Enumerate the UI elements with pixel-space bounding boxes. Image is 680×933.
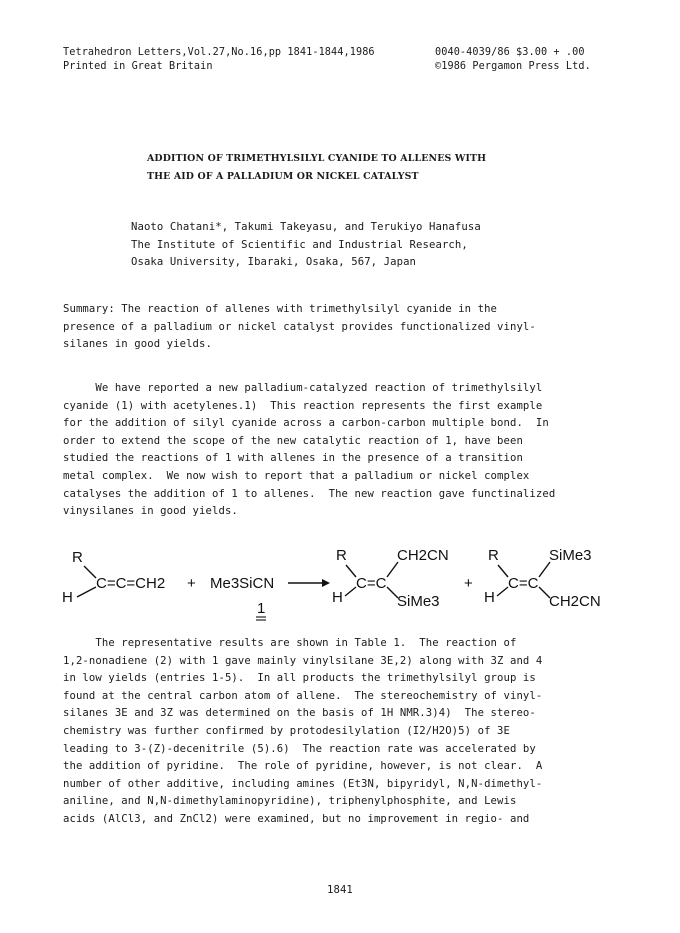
body-line: the addition of pyridine. The role of pyridine, however, is not clear. A xyxy=(63,760,543,773)
bond-line xyxy=(539,562,550,577)
journal-header-right xyxy=(435,46,591,74)
plus-sign-1: + xyxy=(187,575,196,592)
body-line: number of other additive, including amines (Et3N, bipyridyl, N,N-dimethyl- xyxy=(63,777,543,790)
body-line: chemistry was further confirmed by protodesilylation (I2/H2O)5) of 3E xyxy=(63,724,510,737)
article-title xyxy=(147,150,486,186)
body-line: silanes 3E and 3Z was determined on the basis of 1H NMR.3)4) The stereo- xyxy=(63,707,536,720)
summary-line-2: presence of a palladium or nickel catalyst provides functionalized vinyl- xyxy=(63,320,536,333)
page-number: 1841 xyxy=(327,884,353,896)
citation-line: Tetrahedron Letters,Vol.27,No.16,pp 1841-1844,1986 xyxy=(63,47,375,58)
body-line: cyanide (1) with acetylenes.1) This reaction represents the first example xyxy=(63,399,543,412)
allene-formula: C=C=CH2 xyxy=(96,575,166,592)
r-substituent-3: R xyxy=(488,547,499,564)
vinyl-core-2: C=C xyxy=(356,575,387,592)
author-block xyxy=(131,219,481,272)
arrow-head-icon xyxy=(322,579,330,587)
h-substituent-3: H xyxy=(484,589,495,606)
h-substituent-1: H xyxy=(62,589,73,606)
summary-line-1: Summary: The reaction of allenes with trimethylsilyl cyanide in the xyxy=(63,303,498,315)
reagent-number: 1 xyxy=(257,600,266,617)
body-line: for the addition of silyl cyanide across a carbon-carbon multiple bond. In xyxy=(63,417,549,430)
r-substituent-1: R xyxy=(72,549,83,566)
plus-sign-2: + xyxy=(464,575,473,592)
body-line: in low yields (entries 1-5). In all products the trimethylsilyl group is xyxy=(63,672,536,685)
summary-line-3: silanes in good yields. xyxy=(63,338,212,351)
body-line: found at the central carbon atom of allene. The stereochemistry of vinyl- xyxy=(63,689,543,702)
affiliation-line-2: Osaka University, Ibaraki, Osaka, 567, Japan xyxy=(131,256,417,269)
trimethylsilyl-group-2: SiMe3 xyxy=(397,593,440,610)
cyanomethyl-group-3: CH2CN xyxy=(549,593,601,610)
title-line-2: THE AID OF A PALLADIUM OR NICKEL CATALYST xyxy=(147,171,419,182)
bond-line xyxy=(84,566,96,578)
reagent-formula: Me3SiCN xyxy=(210,575,275,592)
body-line: vinysilanes in good yields. xyxy=(63,505,238,518)
bond-line xyxy=(345,587,356,596)
body-line: leading to 3-(Z)-decenitrile (5).6) The reaction rate was accelerated by xyxy=(63,742,536,755)
bond-line xyxy=(497,587,508,596)
bond-line xyxy=(77,587,96,597)
journal-header-left xyxy=(63,46,375,74)
body-line: metal complex. We now wish to report that a palladium or nickel complex xyxy=(63,469,530,482)
copyright-line: ©1986 Pergamon Press Ltd. xyxy=(435,61,591,72)
bond-line xyxy=(387,562,398,577)
body-line: 1,2-nonadiene (2) with 1 gave mainly vinylsilane 3E,2) along with 3Z and 4 xyxy=(63,654,543,667)
paragraph-introduction xyxy=(63,380,628,521)
body-line: order to extend the scope of the new catalytic reaction of 1, have been xyxy=(63,434,523,447)
reaction-scheme xyxy=(60,540,640,630)
body-line: acids (AlCl3, and ZnCl2) were examined, but no improvement in regio- and xyxy=(63,812,530,825)
summary-block xyxy=(63,301,623,354)
bond-line xyxy=(498,565,508,577)
issn-line: 0040-4039/86 $3.00 + .00 xyxy=(435,47,585,58)
h-substituent-2: H xyxy=(332,589,343,606)
affiliation-line-1: The Institute of Scientific and Industrial Research, xyxy=(131,238,468,251)
paragraph-results xyxy=(63,635,628,829)
title-line-1: ADDITION OF TRIMETHYLSILYL CYANIDE TO ALLENES WITH xyxy=(147,153,487,164)
vinyl-core-3: C=C xyxy=(508,575,539,592)
body-line: We have reported a new palladium-catalyzed reaction of trimethylsilyl xyxy=(63,382,543,394)
r-substituent-2: R xyxy=(336,547,347,564)
bond-line xyxy=(346,565,356,577)
body-line: studied the reactions of 1 with allenes in the presence of a transition xyxy=(63,452,523,465)
trimethylsilyl-group-3: SiMe3 xyxy=(549,547,592,564)
printed-line: Printed in Great Britain xyxy=(63,61,213,72)
body-line: catalyses the addition of 1 to allenes. The new reaction gave functinalized xyxy=(63,487,556,500)
body-line: The representative results are shown in Table 1. The reaction of xyxy=(63,637,517,649)
author-names: Naoto Chatani*, Takumi Takeyasu, and Terukiyo Hanafusa xyxy=(131,221,481,233)
cyanomethyl-group-2: CH2CN xyxy=(397,547,449,564)
body-line: aniline, and N,N-dimethylaminopyridine), triphenylphosphite, and Lewis xyxy=(63,795,517,808)
